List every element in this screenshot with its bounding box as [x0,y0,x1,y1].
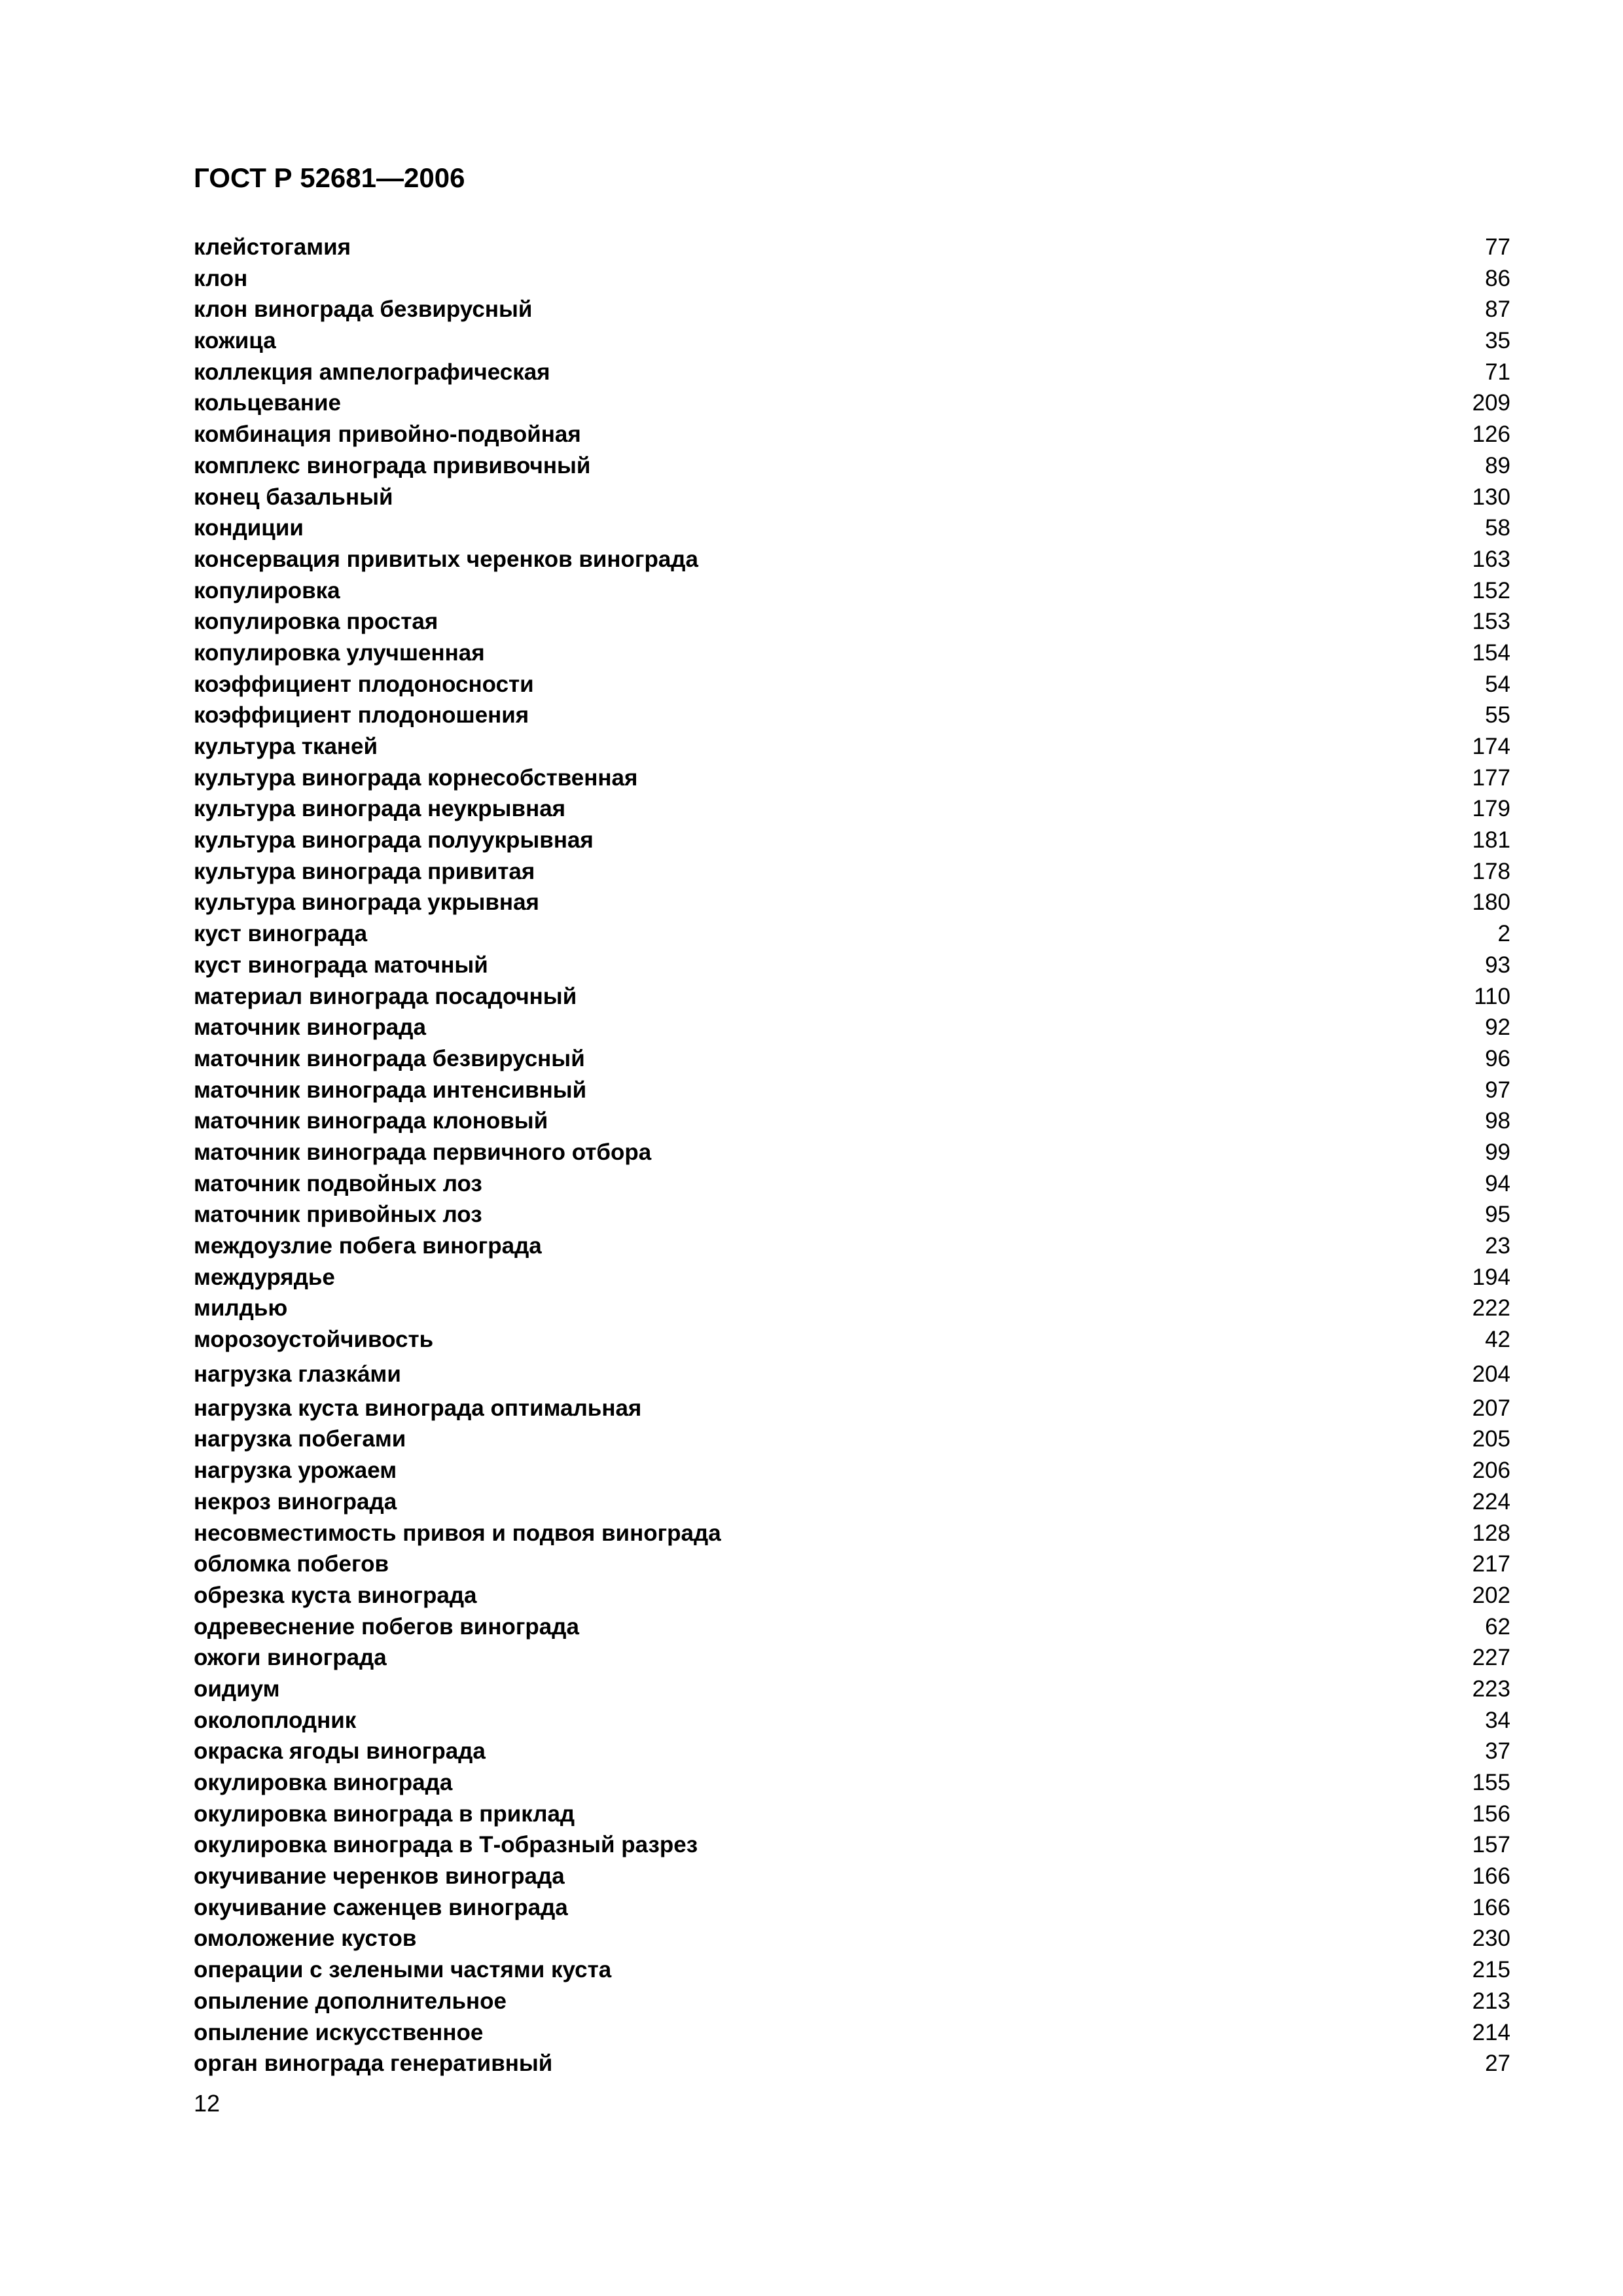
index-page-reference: 214 [1472,2019,1510,2045]
index-page-reference: 177 [1472,764,1510,791]
index-term: обломка побегов [194,1551,389,1577]
index-page-reference: 93 [1485,952,1510,978]
index-page-reference: 194 [1472,1264,1510,1290]
index-page-reference: 34 [1485,1707,1510,1733]
index-page-reference: 156 [1472,1801,1510,1827]
index-term: нагрузка урожаем [194,1458,397,1484]
index-entry [194,825,1510,856]
index-entry [194,793,1510,825]
index-entry [194,762,1510,794]
index-term: культура винограда корнесобственная [194,764,638,791]
index-entry [194,544,1510,575]
index-entry [194,263,1510,295]
index-term: опыление искусственное [194,2019,484,2045]
index-term: окучивание саженцев винограда [194,1894,568,1920]
index-entry [194,1168,1510,1200]
index-term: консервация привитых черенков винограда [194,546,698,572]
index-page-reference: 58 [1485,515,1510,541]
index-entry [194,1642,1510,1674]
index-page-reference: 87 [1485,296,1510,323]
index-page-reference: 207 [1472,1395,1510,1421]
index-term: окраска ягоды винограда [194,1738,486,1765]
index-term: куст винограда маточный [194,952,488,978]
index-term: междурядье [194,1264,335,1290]
index-term: кольцевание [194,390,341,416]
index-term: кожица [194,328,276,354]
index-page-reference: 97 [1485,1077,1510,1103]
index-page-reference: 89 [1485,452,1510,478]
index-entry [194,606,1510,637]
index-entry [194,1424,1510,1455]
index-term: культура винограда привитая [194,858,535,884]
index-entry [194,1199,1510,1230]
index-entry [194,1986,1510,2017]
index-page-reference: 54 [1485,671,1510,697]
index-term: копулировка простая [194,609,438,635]
index-entry [194,1293,1510,1324]
index-entry [194,887,1510,918]
index-term: материал винограда посадочный [194,983,577,1009]
index-term: культура тканей [194,734,378,759]
index-term: нагрузка куста винограда оптимальная [194,1395,642,1421]
index-page-reference: 224 [1472,1488,1510,1515]
index-term: конец базальный [194,484,393,510]
index-term: куст винограда [194,921,368,947]
index-entry [194,1861,1510,1892]
index-page-reference: 95 [1485,1202,1510,1228]
index-term: оидиум [194,1676,280,1702]
index-page-reference: 181 [1472,827,1510,853]
index-entry [194,1137,1510,1168]
index-entry [194,1393,1510,1424]
index-page-reference: 86 [1485,265,1510,291]
index-entry [194,981,1510,1013]
index-entry [194,700,1510,731]
index-entry [194,1355,1510,1393]
index-entry [194,1043,1510,1075]
index-term: маточник винограда первичного отбора [194,1139,652,1165]
index-entry [194,1549,1510,1580]
index-entry [194,1105,1510,1137]
index-term: культура винограда полуукрывная [194,827,594,853]
index-entry [194,1736,1510,1767]
index-term: опыление дополнительное [194,1988,507,2014]
index-entry [194,1580,1510,1611]
index-term: маточник винограда интенсивный [194,1077,587,1103]
index-term: несовместимость привоя и подвоя винограда [194,1520,721,1546]
index-term: обрезка куста винограда [194,1582,477,1608]
index-page-reference: 222 [1472,1295,1510,1321]
index-entry [194,1799,1510,1830]
index-term: копулировка улучшенная [194,639,485,666]
index-page-reference: 202 [1472,1582,1510,1608]
index-page-reference: 213 [1472,1988,1510,2014]
index-page-reference: 98 [1485,1108,1510,1134]
index-page-reference: 215 [1472,1957,1510,1983]
index-term: кондиции [194,515,304,541]
index-term: маточник винограда клоновый [194,1108,548,1134]
index-entry [194,1674,1510,1705]
index-page-reference: 206 [1472,1458,1510,1484]
index-entry [194,357,1510,388]
index-page-reference: 92 [1485,1014,1510,1041]
index-term: ожоги винограда [194,1645,387,1671]
index-term: копулировка [194,577,340,603]
index-page-reference: 204 [1472,1361,1510,1387]
index-entry [194,1829,1510,1861]
index-entry [194,1262,1510,1293]
index-page-reference: 94 [1485,1170,1510,1196]
index-page-reference: 42 [1485,1327,1510,1353]
index-entry [194,918,1510,950]
index-term: околоплодник [194,1707,357,1733]
index-entry [194,387,1510,419]
index-term: окулировка винограда [194,1770,453,1795]
index-page-reference: 77 [1485,234,1510,260]
index-entry [194,325,1510,357]
index-page-reference: 128 [1472,1520,1510,1546]
index-term: маточник винограда безвирусный [194,1045,585,1071]
index-term: милдью [194,1295,288,1321]
index-page-reference: 154 [1472,639,1510,666]
index-term: маточник подвойных лоз [194,1170,482,1196]
index-entry [194,232,1510,263]
index-entry [194,637,1510,669]
index-page-reference: 227 [1472,1645,1510,1671]
index-term: окулировка винограда в приклад [194,1801,575,1827]
index-page-reference: 205 [1472,1426,1510,1452]
index-term: омоложение кустов [194,1926,417,1952]
index-entry [194,294,1510,325]
index-term: маточник винограда [194,1014,426,1041]
index-page-reference: 157 [1472,1832,1510,1858]
index-page-reference: 223 [1472,1676,1510,1702]
index-entry [194,731,1510,762]
index-entry [194,1923,1510,1954]
document-header-title: ГОСТ Р 52681—2006 [194,162,465,193]
index-entry [194,1518,1510,1549]
index-entry [194,419,1510,450]
index-entry [194,450,1510,482]
index-page-reference: 2 [1497,921,1510,947]
index-term: клон винограда безвирусный [194,296,533,323]
index-entry [194,1892,1510,1924]
index-page-reference: 180 [1472,889,1510,916]
index-entry [194,1611,1510,1643]
index-entry [194,1324,1510,1355]
alphabetical-term-index [194,232,1510,2079]
index-entry [194,950,1510,981]
index-entry [194,1954,1510,1986]
index-entry [194,575,1510,607]
index-page-reference: 99 [1485,1139,1510,1165]
index-entry [194,512,1510,544]
index-page-reference: 71 [1485,359,1510,385]
index-page-reference: 178 [1472,858,1510,884]
index-entry [194,1075,1510,1106]
page-number: 12 [194,2090,221,2117]
index-page-reference: 126 [1472,422,1510,448]
index-term: клон [194,265,248,291]
index-page-reference: 27 [1485,2051,1510,2077]
index-term: окучивание черенков винограда [194,1863,565,1890]
index-term: культура винограда укрывная [194,889,539,916]
index-entry [194,482,1510,513]
index-page-reference: 217 [1472,1551,1510,1577]
index-term: маточник привойных лоз [194,1202,482,1228]
index-entry [194,2017,1510,2049]
index-term: коэффициент плодоносности [194,671,534,697]
index-page-reference: 166 [1472,1894,1510,1920]
index-page-reference: 152 [1472,577,1510,603]
index-page-reference: 23 [1485,1233,1510,1259]
index-term: нагрузка глазка́ми [194,1361,401,1387]
index-term: некроз винограда [194,1488,397,1515]
index-entry [194,856,1510,888]
index-entry [194,1455,1510,1486]
index-term: нагрузка побегами [194,1426,406,1452]
index-term: комбинация привойно-подвойная [194,422,581,448]
index-entry [194,1767,1510,1799]
index-term: морозоустойчивость [194,1327,434,1353]
index-term: коллекция ампелографическая [194,359,550,385]
index-page-reference: 174 [1472,734,1510,759]
index-term: междоузлие побега винограда [194,1233,542,1259]
index-page-reference: 130 [1472,484,1510,510]
index-entry [194,669,1510,700]
index-term: орган винограда генеративный [194,2051,553,2077]
index-term: коэффициент плодоношения [194,702,529,728]
index-page-reference: 55 [1485,702,1510,728]
index-page-reference: 37 [1485,1738,1510,1765]
index-page-reference: 110 [1474,983,1510,1009]
index-term: клейстогамия [194,234,351,260]
index-term: культура винограда неукрывная [194,796,566,822]
index-term: окулировка винограда в Т-образный разрез [194,1832,698,1858]
index-page-reference: 163 [1472,546,1510,572]
index-page-reference: 153 [1472,609,1510,635]
index-entry [194,2048,1510,2079]
index-page-reference: 179 [1472,796,1510,822]
index-page-reference: 166 [1472,1863,1510,1890]
index-entry [194,1012,1510,1043]
index-page-reference: 62 [1485,1613,1510,1640]
index-entry [194,1230,1510,1262]
index-page-reference: 209 [1472,390,1510,416]
index-term: одревеснение побегов винограда [194,1613,579,1640]
index-entry [194,1705,1510,1736]
index-page-reference: 230 [1472,1926,1510,1952]
index-term: комплекс винограда прививочный [194,452,591,478]
index-page-reference: 35 [1485,328,1510,354]
index-entry [194,1486,1510,1518]
index-term: операции с зелеными частями куста [194,1957,612,1983]
index-page-reference: 96 [1485,1045,1510,1071]
index-page-reference: 155 [1472,1770,1510,1795]
